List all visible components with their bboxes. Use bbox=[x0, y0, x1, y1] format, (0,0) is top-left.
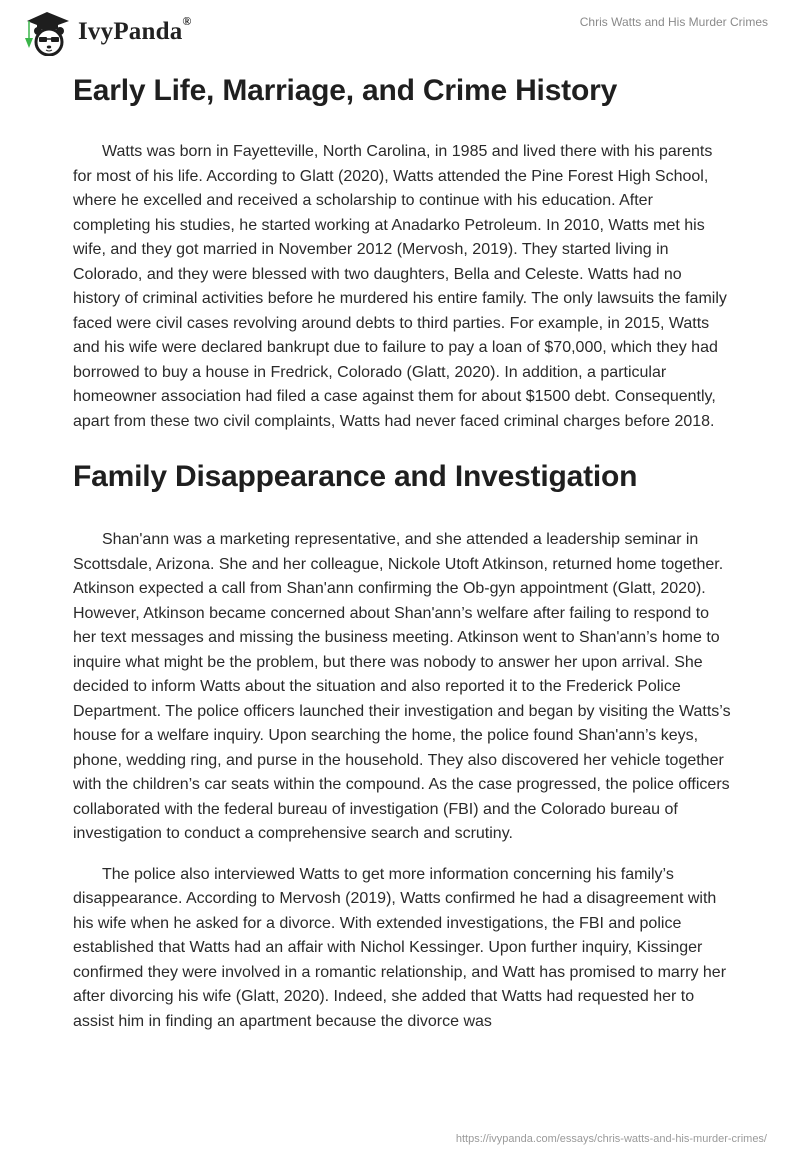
ivypanda-logo[interactable] bbox=[19, 8, 192, 56]
section-heading: Family Disappearance and Investigation bbox=[73, 460, 638, 493]
document-title: Chris Watts and His Murder Crimes bbox=[579, 15, 768, 29]
paragraph: Watts was born in Fayetteville, North Carolina, in 1985 and lived there with his parents for most of his life. According to Glatt (2020), Watts attended the Pine Forest High School, where he excelled and received a scholarship to continue with his education. After completing his studies, he started working at Anadarko Petroleum. In 2010, Watts met his wife, and they got married in November 2012 (Mervosh, 2019). They started living in Colorado, and they were blessed with two daughters, Bella and Celeste. Watts had no history of criminal activities before he murdered his entire family. The only lawsuits the family faced were civil cases revolving around debts to third parties. For example, in 2015, Watts and his wife were declared bankrupt due to failure to pay a loan of $70,000, which they had borrowed to buy a house in Fredrick, Colorado (Glatt, 2020). In addition, a particular homeowner association had filed a case against them for about $1500 debt. Consequently, apart from these two civil complaints, Watts had never faced criminal charges before 2018. bbox=[73, 143, 727, 430]
page-header bbox=[0, 0, 800, 60]
section-heading: Early Life, Marriage, and Crime History bbox=[73, 74, 618, 107]
paragraph: Shan'ann was a marketing representative, and she attended a leadership seminar in Scottsdale, Arizona. She and her colleague, Nickole Utoft Atkinson, returned home together. Atkinson expected a call from Shan'ann confirming the Ob-gyn appointment (Glatt, 2020). However, Atkinson became concerned about Shan'ann’s welfare after failing to respond to her text messages and missing the business meeting. Atkinson went to Shan'ann’s home to inquire what might be the problem, but there was nobody to answer her upon arrival. She decided to inform Watts about the situation and also reported it to the Frederick Police Department. The police officers launched their investigation and began by visiting the Watts’s house for a welfare inquiry. Upon searching the home, the police found Shan'ann’s keys, phone, wedding ring, and purse in the household. They also discovered her vehicle together with the children’s car seats within the compound. As the case progressed, the police officers collaborated with the federal bureau of investigation (FBI) and the Colorado bureau of investigation to conduct a comprehensive search and scrutiny. bbox=[73, 531, 731, 842]
panda-graduate-icon bbox=[19, 8, 75, 56]
essay-content bbox=[73, 70, 733, 1034]
logo-text: IvyPanda® bbox=[78, 14, 192, 45]
paragraph: The police also interviewed Watts to get more information concerning his family’s disappearance. According to Mervosh (2019), Watts confirmed he had a disagreement with his wife when he asked for a divorce. With extended investigations, the FBI and police established that Watts had an affair with Nichol Kessinger. Upon further inquiry, Kissinger confirmed they were involved in a romantic relationship, and Watt has promised to marry her after divorcing his wife (Glatt, 2020). Indeed, she added that Watts had requested her to assist him in finding an apartment because the divorce was bbox=[73, 865, 727, 1030]
source-url-link[interactable]: https://ivypanda.com/essays/chris-watts-and-his-murder-crimes/ bbox=[455, 1133, 767, 1145]
